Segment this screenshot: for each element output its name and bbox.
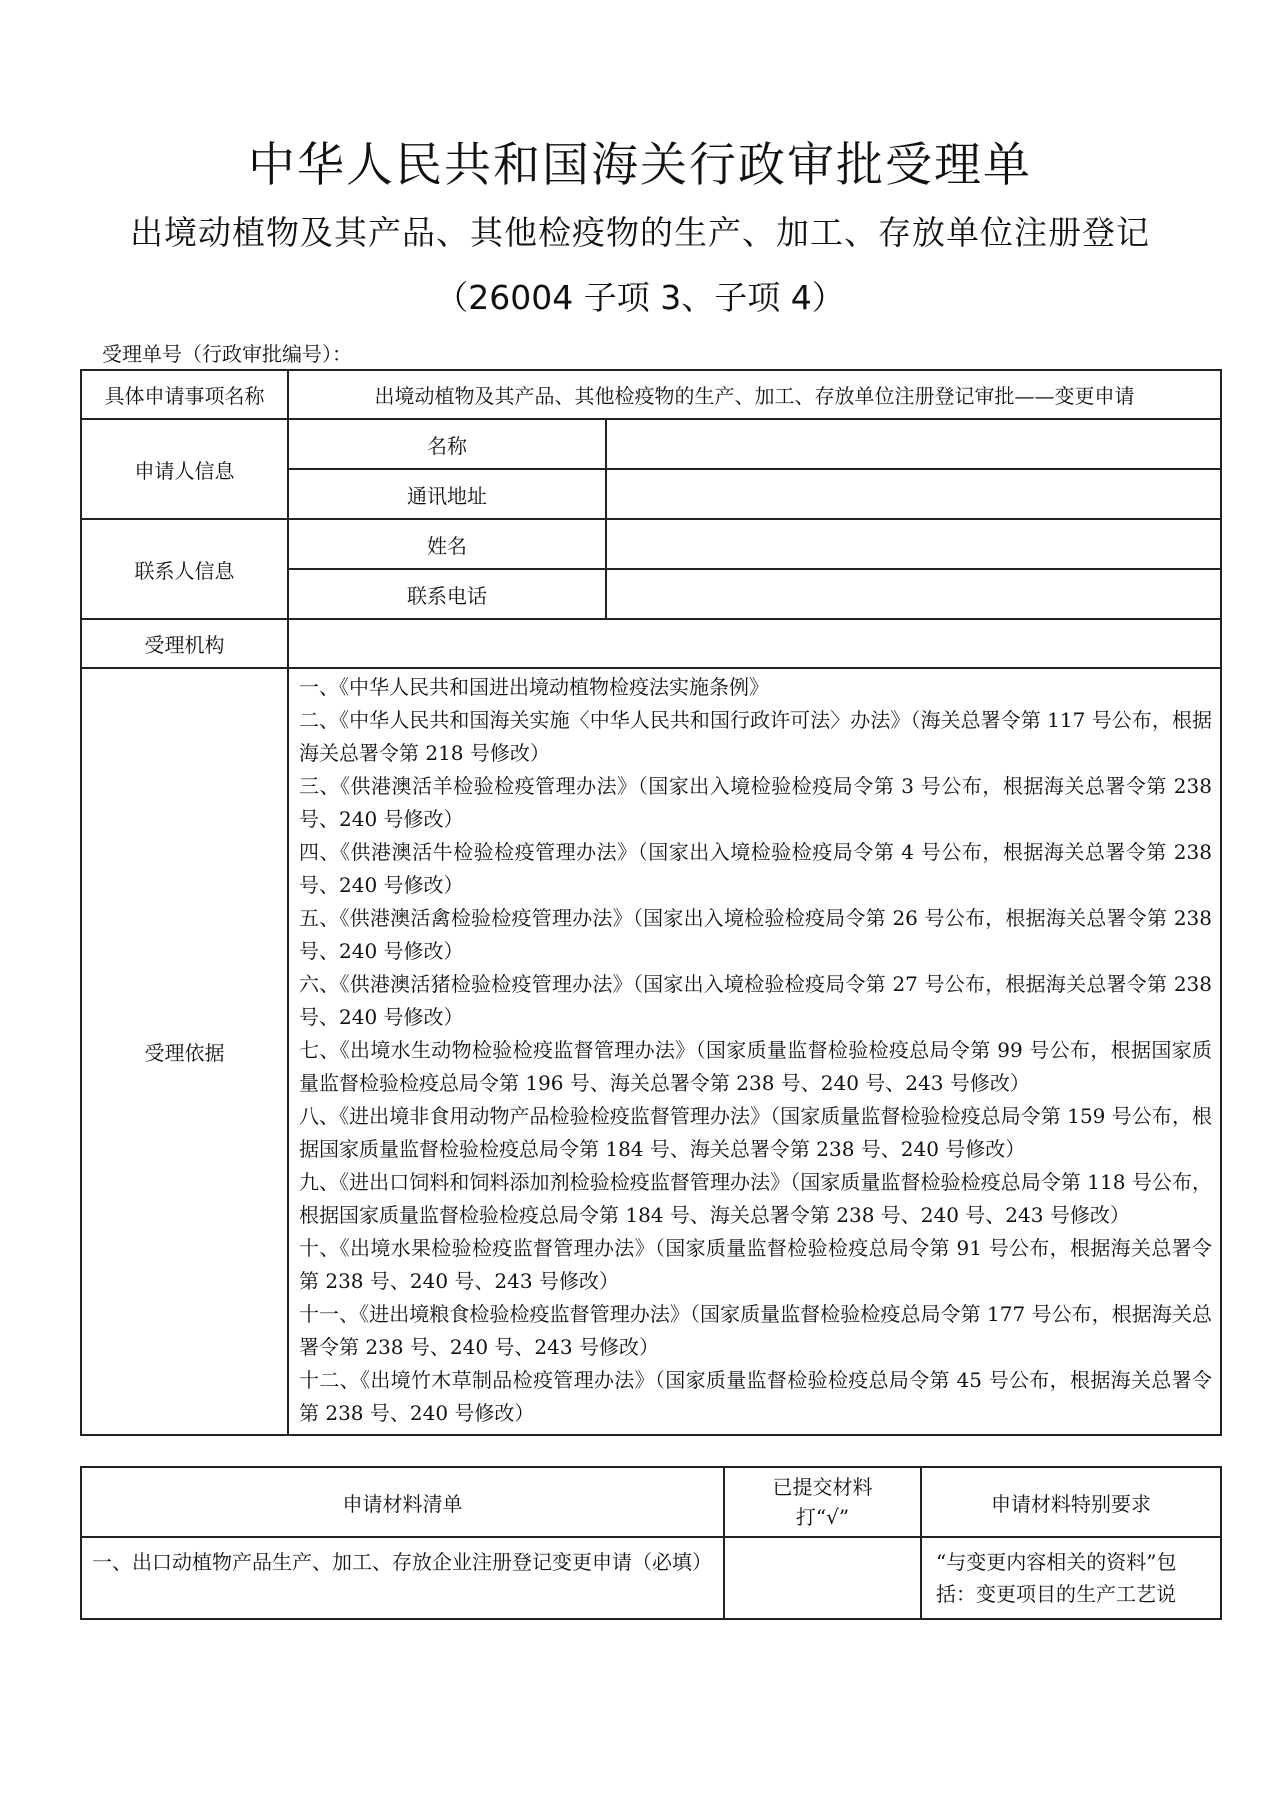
applicant-name-label: 名称 (288, 419, 606, 469)
applicant-info-label: 申请人信息 (81, 419, 288, 519)
basis-item: 十一、《进出境粮食检验检疫监督管理办法》（国家质量监督检验检疫总局令第 177 号公布，根据海关总署令第 238 号、240 号、243 号修改） (299, 1302, 1212, 1359)
material-item: 一、出口动植物产品生产、加工、存放企业注册登记变更申请（必填） (81, 1537, 724, 1619)
material-submitted-checkbox[interactable] (724, 1537, 921, 1619)
basis-item: 三、《供港澳活羊检验检疫管理办法》（国家出入境检验检疫局令第 3 号公布，根据海关总署令第 238 号、240 号修改） (299, 774, 1212, 831)
basis-item: 十、《出境水果检验检疫监督管理办法》（国家质量监督检验检疫总局令第 91 号公布，根据海关总署令第 238 号、240 号、243 号修改） (299, 1236, 1212, 1293)
basis-list (288, 668, 1221, 1435)
special-requirements-header: 申请材料特别要求 (921, 1467, 1221, 1537)
basis-item: 二、《中华人民共和国海关实施〈中华人民共和国行政许可法〉办法》（海关总署令第 117 号公布，根据海关总署令第 218 号修改） (299, 708, 1212, 765)
basis-item: 九、《进出口饲料和饲料添加剂检验检疫监督管理办法》（国家质量监督检验检疫总局令第 118 号公布，根据国家质量监督检验检疫总局令第 184 号、海关总署令第 238 号、240 号、243 号修改） (299, 1170, 1212, 1227)
basis-item: 五、《供港澳活禽检验检疫管理办法》（国家出入境检验检疫局令第 26 号公布，根据海关总署令第 238 号、240 号修改） (299, 906, 1212, 963)
basis-label: 受理依据 (81, 668, 288, 1435)
basis-item: 八、《进出境非食用动物产品检验检疫监督管理办法》（国家质量监督检验检疫总局令第 159 号公布，根据国家质量监督检验检疫总局令第 184 号、海关总署令第 238 号、240 号修改） (299, 1104, 1212, 1161)
item-name-value: 出境动植物及其产品、其他检疫物的生产、加工、存放单位注册登记审批——变更申请 (288, 370, 1221, 419)
contact-name-label: 姓名 (288, 519, 606, 569)
materials-table (80, 1466, 1222, 1620)
item-name-label: 具体申请事项名称 (81, 370, 288, 419)
contact-phone-label: 联系电话 (288, 569, 606, 619)
basis-item: 四、《供港澳活牛检验检疫管理办法》（国家出入境检验检疫局令第 4 号公布，根据海关总署令第 238 号、240 号修改） (299, 840, 1212, 897)
materials-list-header: 申请材料清单 (81, 1467, 724, 1537)
document-subtitle: 出境动植物及其产品、其他检疫物的生产、加工、存放单位注册登记 (130, 213, 1150, 252)
document-title: 中华人民共和国海关行政审批受理单 (248, 138, 1032, 193)
applicant-address-label: 通讯地址 (288, 469, 606, 519)
receipt-number-label: 受理单号（行政审批编号）： (102, 342, 352, 366)
application-form-table (80, 369, 1222, 1436)
basis-item: 一、《中华人民共和国进出境动植物检疫法实施条例》 (299, 675, 769, 699)
material-requirement: “与变更内容相关的资料”包括：变更项目的生产工艺说 (921, 1537, 1221, 1619)
contact-info-label: 联系人信息 (81, 519, 288, 619)
agency-label: 受理机构 (81, 619, 288, 668)
applicant-address-field[interactable] (606, 469, 1221, 519)
contact-name-field[interactable] (606, 519, 1221, 569)
agency-field[interactable] (288, 619, 1221, 668)
basis-item: 十二、《出境竹木草制品检疫管理办法》（国家质量监督检验检疫总局令第 45 号公布，根据海关总署令第 238 号、240 号修改） (299, 1368, 1212, 1425)
item-code: （26004 子项 3、子项 4） (435, 278, 845, 317)
submitted-check-header: 已提交材料打“√” (724, 1467, 921, 1537)
basis-item: 七、《出境水生动物检验检疫监督管理办法》（国家质量监督检验检疫总局令第 99 号公布，根据国家质量监督检验检疫总局令第 196 号、海关总署令第 238 号、240 号、243 号修改） (299, 1038, 1212, 1095)
applicant-name-field[interactable] (606, 419, 1221, 469)
basis-item: 六、《供港澳活猪检验检疫管理办法》（国家出入境检验检疫局令第 27 号公布，根据海关总署令第 238 号、240 号修改） (299, 972, 1212, 1029)
contact-phone-field[interactable] (606, 569, 1221, 619)
